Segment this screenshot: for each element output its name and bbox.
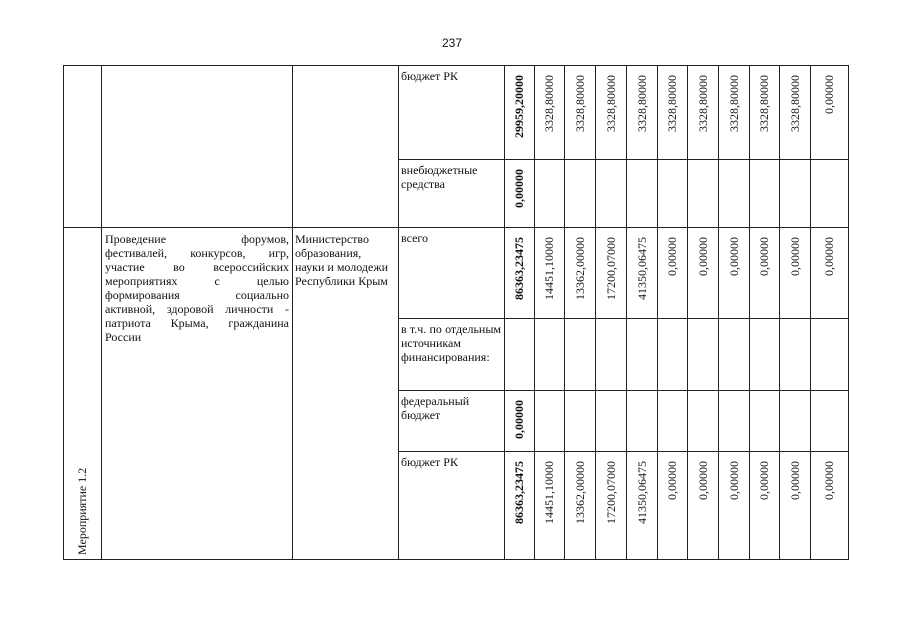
year-value: 0,00000 — [695, 461, 710, 500]
year-cell — [534, 318, 564, 390]
table-col-line — [848, 65, 849, 559]
year-value: 41350,06475 — [634, 461, 649, 524]
year-value: 0,00000 — [726, 237, 741, 276]
year-cell — [534, 390, 564, 451]
year-cell — [718, 227, 749, 318]
year-cell — [595, 318, 626, 390]
year-cell — [626, 159, 657, 227]
year-cell — [564, 390, 595, 451]
year-cell — [687, 227, 718, 318]
executor-line: образования, — [295, 246, 362, 260]
total-value: 86363,23475 — [512, 461, 526, 524]
year-cell — [718, 390, 749, 451]
year-cell — [657, 227, 687, 318]
year-value: 0,00000 — [757, 237, 771, 276]
year-cell — [687, 451, 718, 559]
funding-source: в т.ч. по отдельным источникам финансирования: — [401, 322, 501, 364]
year-value: 3328,80000 — [572, 75, 587, 132]
year-cell — [657, 451, 687, 559]
funding-source-cell — [398, 227, 504, 318]
year-cell — [779, 65, 810, 159]
year-value: 41350,06475 — [634, 237, 649, 300]
executor-line: Республики Крым — [295, 274, 388, 288]
year-cell — [779, 159, 810, 227]
measure-name-line: участие во всероссийских — [105, 260, 289, 274]
funding-source: бюджет РК — [401, 455, 458, 469]
funding-source-cell — [398, 159, 504, 227]
year-value: 3328,80000 — [757, 75, 771, 132]
year-cell — [718, 318, 749, 390]
year-value: 0,00000 — [787, 237, 802, 276]
year-cell — [595, 451, 626, 559]
year-cell — [626, 451, 657, 559]
year-cell — [749, 318, 779, 390]
year-cell — [564, 65, 595, 159]
measure-label-cell — [63, 227, 101, 559]
year-value: 13362,00000 — [572, 461, 587, 524]
year-cell — [810, 227, 848, 318]
total-cell — [504, 318, 534, 390]
year-cell — [749, 451, 779, 559]
measure-name-line: патриота Крыма, гражданина — [105, 316, 289, 330]
year-cell — [749, 65, 779, 159]
total-cell — [504, 65, 534, 159]
funding-source-cell — [398, 390, 504, 451]
year-value: 3328,80000 — [542, 75, 556, 132]
year-cell — [657, 318, 687, 390]
year-value: 3328,80000 — [695, 75, 710, 132]
year-cell — [595, 159, 626, 227]
total-value: 0,00000 — [512, 400, 526, 439]
year-cell — [534, 65, 564, 159]
year-cell — [595, 227, 626, 318]
total-cell — [504, 390, 534, 451]
year-cell — [810, 451, 848, 559]
total-value: 29959,20000 — [512, 75, 526, 138]
year-cell — [779, 318, 810, 390]
funding-source-cell — [398, 65, 504, 159]
year-value: 0,00000 — [822, 237, 836, 276]
year-cell — [749, 159, 779, 227]
executor-cell — [292, 227, 398, 559]
year-cell — [534, 227, 564, 318]
year-cell — [564, 451, 595, 559]
year-cell — [810, 159, 848, 227]
year-value: 0,00000 — [726, 461, 741, 500]
year-value: 17200,07000 — [603, 237, 618, 300]
total-cell — [504, 451, 534, 559]
year-cell — [626, 65, 657, 159]
year-cell — [779, 451, 810, 559]
measure-label: Мероприятие 1.2 — [75, 467, 89, 555]
year-cell — [657, 390, 687, 451]
year-cell — [534, 451, 564, 559]
year-cell — [626, 227, 657, 318]
year-value: 3328,80000 — [787, 75, 802, 132]
year-value: 0,00000 — [822, 461, 836, 500]
year-cell — [657, 159, 687, 227]
measure-name-line: формирования социально — [105, 288, 289, 302]
executor-line: Министерство — [295, 232, 369, 246]
year-cell — [779, 227, 810, 318]
measure-name-cell — [101, 227, 292, 559]
total-cell — [504, 227, 534, 318]
year-cell — [687, 390, 718, 451]
year-value: 17200,07000 — [603, 461, 618, 524]
year-value: 0,00000 — [665, 461, 679, 500]
year-value: 3328,80000 — [726, 75, 741, 132]
year-cell — [810, 390, 848, 451]
year-cell — [595, 390, 626, 451]
measure-name-line: Проведение форумов, — [105, 232, 289, 246]
total-value: 86363,23475 — [512, 237, 526, 300]
measure-name-line: России — [105, 330, 142, 344]
year-cell — [564, 159, 595, 227]
funding-source: федеральный бюджет — [401, 394, 470, 422]
funding-source: бюджет РК — [401, 69, 458, 83]
year-cell — [810, 65, 848, 159]
year-value: 0,00000 — [787, 461, 802, 500]
year-cell — [534, 159, 564, 227]
funding-source: всего — [401, 231, 429, 245]
funding-source-cell — [398, 451, 504, 559]
year-cell — [687, 318, 718, 390]
year-value: 0,00000 — [695, 237, 710, 276]
year-value: 0,00000 — [757, 461, 771, 500]
funding-source: внебюджетные средства — [401, 163, 478, 191]
measure-name-line: фестивалей, конкурсов, игр, — [105, 246, 289, 260]
year-cell — [718, 451, 749, 559]
executor-line: науки и молодежи — [295, 260, 389, 274]
year-value: 0,00000 — [665, 237, 679, 276]
year-cell — [810, 318, 848, 390]
year-cell — [595, 65, 626, 159]
year-cell — [687, 65, 718, 159]
year-cell — [626, 390, 657, 451]
year-cell — [779, 390, 810, 451]
year-cell — [749, 390, 779, 451]
total-cell — [504, 159, 534, 227]
page-number: 237 — [441, 36, 463, 50]
year-value: 3328,80000 — [634, 75, 649, 132]
year-cell — [749, 227, 779, 318]
measure-name-line: активной, здоровой личности - — [105, 302, 289, 316]
year-cell — [718, 159, 749, 227]
year-value: 0,00000 — [822, 75, 836, 114]
year-value: 14451,10000 — [542, 461, 556, 524]
table-border-bottom — [63, 559, 849, 560]
year-cell — [564, 227, 595, 318]
year-value: 3328,80000 — [665, 75, 679, 132]
year-value: 3328,80000 — [603, 75, 618, 132]
total-value: 0,00000 — [512, 169, 526, 208]
measure-name-line: мероприятиях с целью — [105, 274, 289, 288]
year-value: 14451,10000 — [542, 237, 556, 300]
year-cell — [564, 318, 595, 390]
year-cell — [687, 159, 718, 227]
year-value: 13362,00000 — [572, 237, 587, 300]
funding-source-cell — [398, 318, 504, 390]
year-cell — [626, 318, 657, 390]
year-cell — [657, 65, 687, 159]
year-cell — [718, 65, 749, 159]
